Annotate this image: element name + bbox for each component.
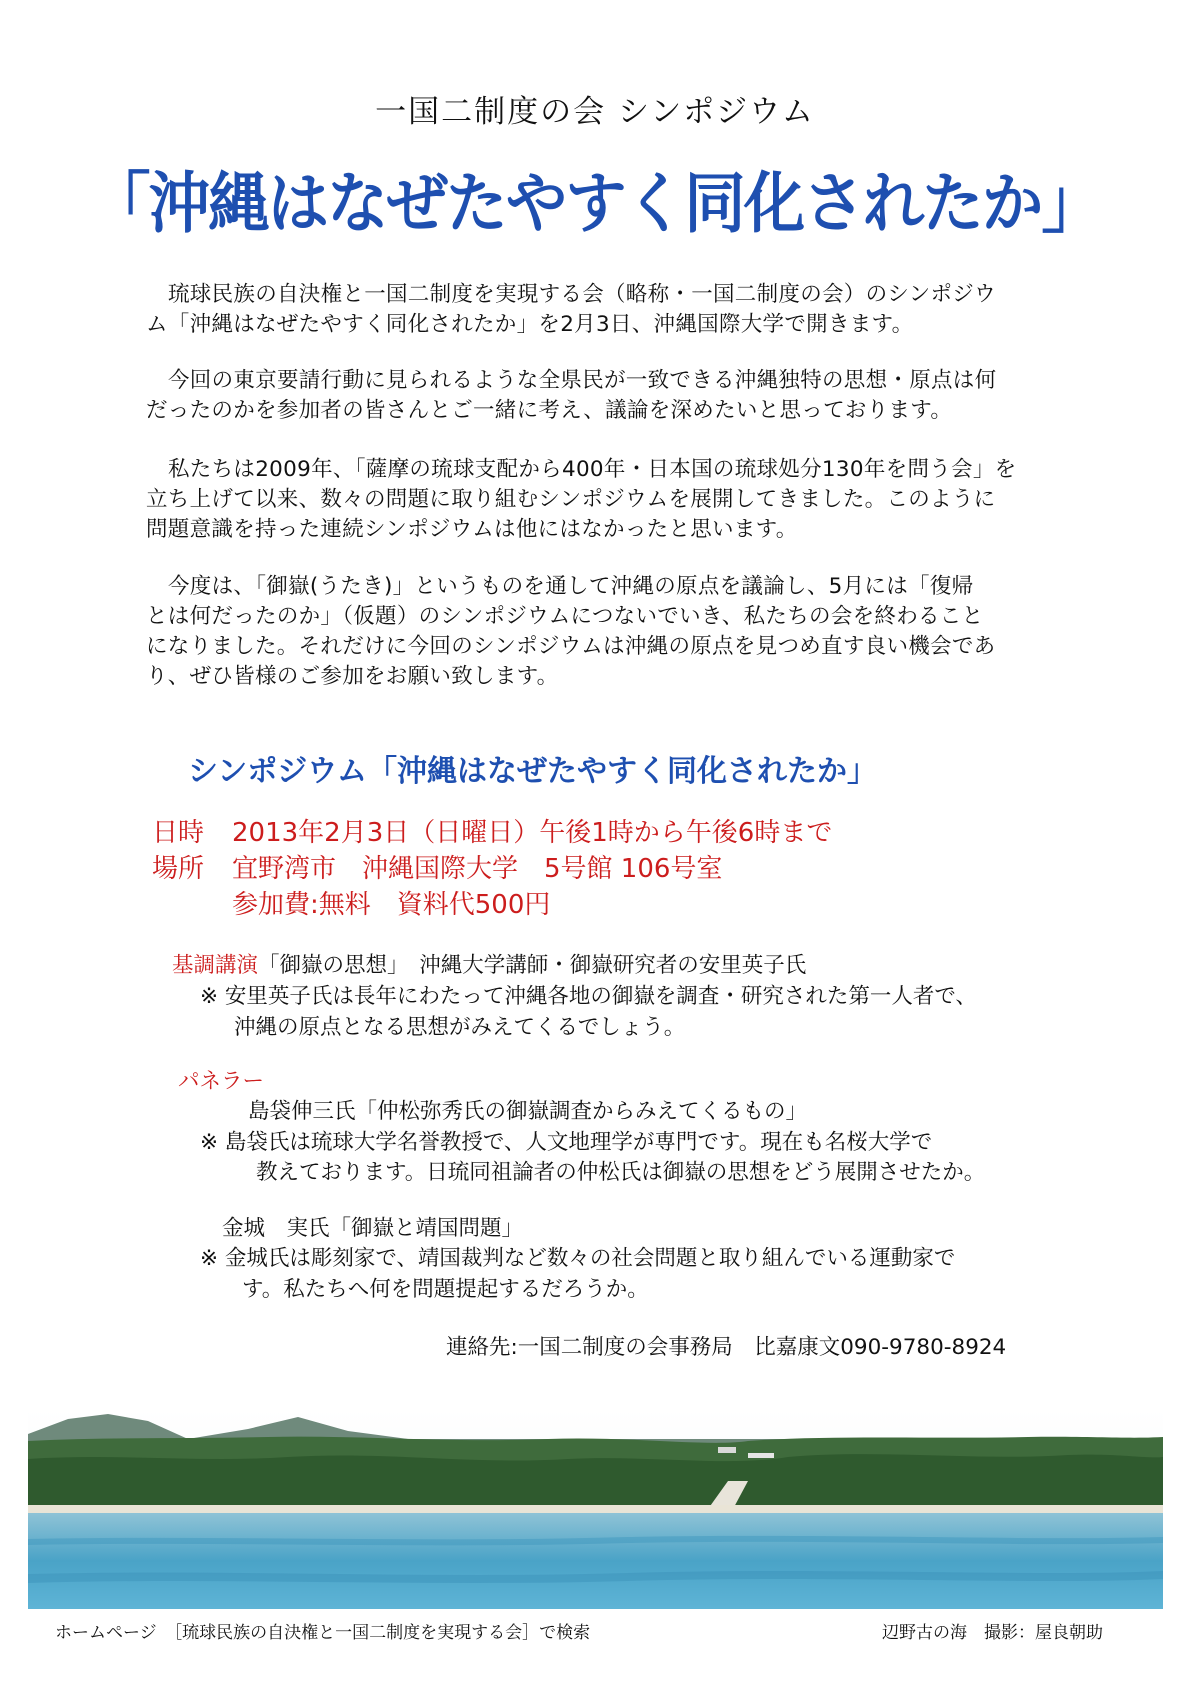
intro-paragraph-4 (146, 572, 1086, 692)
fee-info: 参加費:無料 資料代500円 (232, 890, 551, 920)
panelist-2: 金城 実氏「御嶽と靖国問題」 (222, 1216, 524, 1241)
keynote-note: ※ 安里英子氏は長年にわたって沖縄各地の御嶽を調査・研究された第一人者で、 (200, 984, 977, 1009)
panelist-1-note: 教えております。日琉同祖論者の仲松氏は御嶽の思想をどう展開させたか。 (256, 1160, 986, 1185)
panelist-1-note: ※ 島袋氏は琉球大学名誉教授で、人文地理学が専門です。現在も名桜大学で (200, 1130, 933, 1155)
keynote-text: 「御嶽の思想」 沖縄大学講師・御嶽研究者の安里英子氏 (258, 953, 807, 978)
keynote-note: 沖縄の原点となる思想がみえてくるでしょう。 (234, 1015, 686, 1040)
text-line: 今度は、「御嶽(うたき)」というものを通して沖縄の原点を議論し、5月には「復帰 (168, 574, 974, 599)
symposium-title: シンポジウム「沖縄はなぜたやすく同化されたか」 (188, 754, 877, 789)
footer-homepage: ホームページ ［琉球民族の自決権と一国二制度を実現する会］で検索 (55, 1623, 591, 1643)
super-title: 一国二制度の会 シンポジウム (375, 94, 815, 130)
date-label: 日時 (152, 818, 205, 848)
footer-photo-credit: 辺野古の海 撮影：屋良朝助 (882, 1623, 1103, 1643)
text-line: とは何だったのか」（仮題）のシンポジウムにつないでいき、私たちの会を終わること (146, 604, 984, 629)
panel-label: パネラー (178, 1069, 265, 1094)
text-line: だったのかを参加者の皆さんとご一緒に考え、議論を深めたいと思っております。 (146, 398, 953, 423)
text-line: 立ち上げて以来、数々の問題に取り組むシンポジウムを展開してきました。このように (146, 487, 996, 512)
keynote-label: 基調講演 (172, 953, 259, 978)
panelist-2-note: す。私たちへ何を問題提起するだろうか。 (242, 1277, 649, 1302)
panelist-2-note: ※ 金城氏は彫刻家で、靖国裁判など数々の社会問題と取り組んでいる運動家で (200, 1246, 956, 1271)
text-line: 今回の東京要請行動に見られるような全県民が一致できる沖縄独特の思想・原点は何 (168, 368, 997, 393)
text-line: ム「沖縄はなぜたやすく同化されたか」を2月3日、沖縄国際大学で開きます。 (146, 312, 914, 337)
place-label: 場所 (152, 854, 205, 884)
seascape-photo (28, 1409, 1163, 1609)
place-value: 宜野湾市 沖縄国際大学 5号館 106号室 (232, 854, 723, 884)
text-line: になりました。それだけに今回のシンポジウムは沖縄の原点を見つめ直す良い機会であ (146, 634, 996, 659)
intro-paragraph-1 (146, 280, 1086, 340)
text-line: 琉球民族の自決権と一国二制度を実現する会（略称・一国二制度の会）のシンポジウ (168, 282, 996, 307)
text-line: 問題意識を持った連続シンポジウムは他にはなかったと思います。 (146, 517, 798, 542)
contact-info: 連絡先:一国二制度の会事務局 比嘉康文090-9780-8924 (446, 1335, 1007, 1360)
main-title: 「沖縄はなぜたやすく同化されたか」 (89, 165, 1101, 242)
text-line: り、ぜひ皆様のご参加をお願い致します。 (146, 664, 559, 689)
date-value: 2013年2月3日（日曜日）午後1時から午後6時まで (232, 818, 833, 848)
intro-paragraph-2 (146, 366, 1086, 426)
text-line: 私たちは2009年、「薩摩の琉球支配から400年・日本国の琉球処分130年を問う会」を (168, 457, 1017, 482)
panelist-1: 島袋伸三氏「仲松弥秀氏の御嶽調査からみえてくるもの」 (248, 1099, 808, 1124)
intro-paragraph-3 (146, 455, 1086, 545)
